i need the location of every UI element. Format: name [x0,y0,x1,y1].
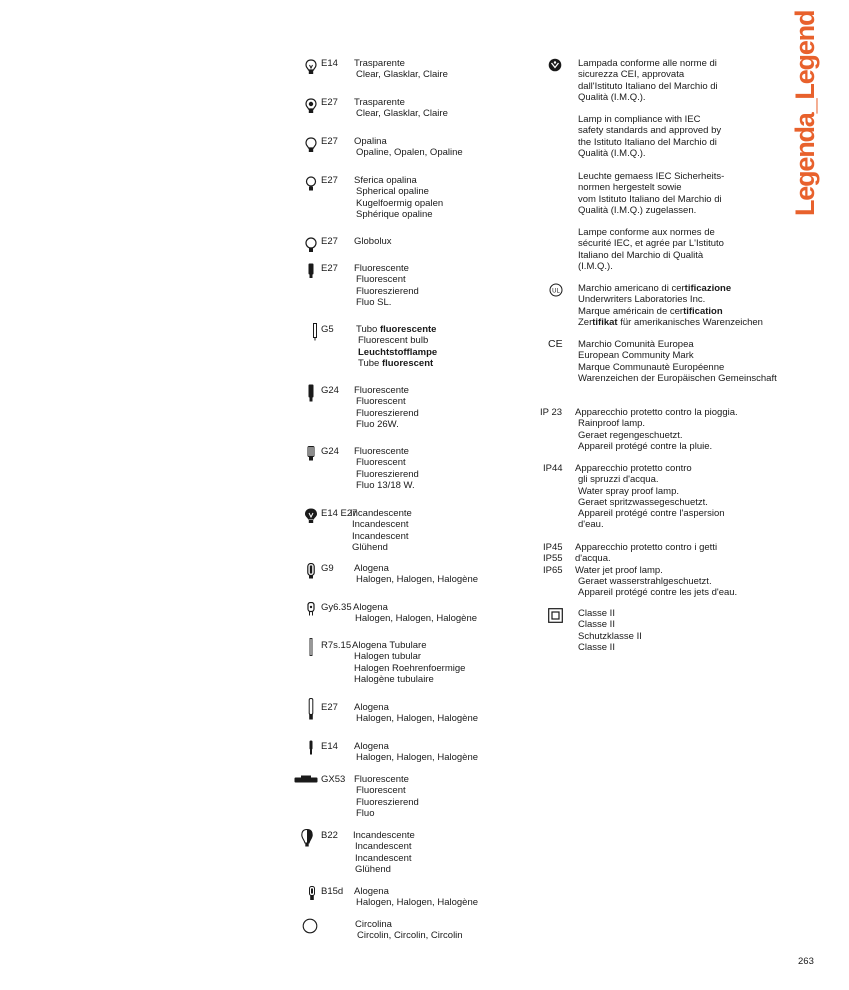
class-ii-line: Schutzklasse II [578,630,642,642]
class-ii-line: Classe II [578,608,615,619]
fluorescent-g24-13w-icon [307,446,315,465]
lamp-type-translation: Fluo [356,807,375,819]
lamp-type-label: Alogena [354,702,389,713]
imq-de-line: vom Istituto Italiano del Marchio di [578,193,722,205]
lamp-socket-code: E14 E27 [321,508,358,519]
lamp-socket-code: B22 [321,830,338,841]
lamp-type-translation: Incandescent [355,852,412,864]
ip44-line: Apparecchio protetto contro [575,463,692,474]
halogen-b15d-icon [308,886,316,904]
lamp-type-translation: Spherical opaline [356,186,429,198]
lamp-type-label: Alogena [354,563,389,574]
imq-de-line: Qualità (I.M.Q.) zugelassen. [578,204,697,216]
lamp-socket-code: Gy6.35 [321,602,352,613]
ce-line: Warenzeichen der Europäischen Gemeinschaft [578,372,777,384]
lamp-socket-code: E27 [321,136,338,147]
bulb-clear-small-icon [305,59,317,78]
ip-jets-line: Appareil protégé contre les jets d'eau. [578,587,738,599]
imq-en-line: the Istituto Italiano del Marchio di [578,136,717,148]
lamp-type-translation: Fluorescent [356,396,406,408]
lamp-socket-code: E14 [321,741,338,752]
ip44-line: Water spray proof lamp. [578,485,680,497]
lamp-type-translation: Glühend [352,541,388,553]
lamp-type-translation: Fluo 13/18 W. [356,479,415,491]
lamp-type-label: Opalina [354,136,387,147]
fluorescent-e27-icon [307,263,315,282]
lamp-type-translation: Halogène tubulaire [354,673,434,685]
halogen-g9-icon [307,563,315,582]
class-ii-line: Classe II [578,641,615,653]
lamp-socket-code: E27 [321,236,338,247]
lamp-type-label: Globolux [354,236,392,247]
lamp-type-label: Trasparente [354,58,405,69]
lamp-type-translation: Sphérique opaline [356,208,433,220]
imq-de-line: Leuchte gemaess IEC Sicherheits- [578,171,725,182]
lamp-type-label: Fluorescente [354,446,409,457]
fluorescent-g24-26w-icon [307,384,315,405]
lamp-type-label: Alogena [354,886,389,897]
lamp-type-translation: Opaline, Opalen, Opaline [356,147,463,159]
lamp-type-label: Trasparente [354,97,405,108]
lamp-type-translation: Halogen tubular [354,651,422,663]
lamp-type-translation: Fluoreszierend [356,796,419,808]
imq-fr-line: sécurité IEC, et agrée par L'Istituto [578,238,724,250]
lamp-type-label: Circolina [355,919,392,930]
lamp-type-label: Alogena [354,741,389,752]
ce-line: Marchio Comunità Europea [578,339,694,350]
imq-en-line: Qualità (I.M.Q.). [578,147,646,159]
legend-title-text: Legenda_Legend [790,10,820,216]
ce-mark: CE [548,338,563,350]
lamp-type-translation: Halogen, Halogen, Halogène [355,613,478,625]
lamp-type-translation: Halogen Roehrenfoermige [354,662,466,674]
lamp-type-label: Incandescente [350,508,412,519]
imq-en-line: Lamp in compliance with IEC [578,114,701,125]
lamp-socket-code: E27 [321,175,338,186]
legend-title [790,10,820,216]
circline-icon [302,918,318,937]
lamp-type-translation: Fluorescent [356,457,406,469]
fluorescent-gx53-icon [294,775,318,786]
imq-de-line: normen hergestelt sowie [578,182,682,194]
lamp-type-translation: Fluoreszierend [356,407,419,419]
ce-line: European Community Mark [578,350,694,362]
lamp-type-translation: Incandescent [355,841,412,853]
lamp-type-translation: Halogen, Halogen, Halogène [356,574,479,586]
lamp-socket-code: E27 [321,97,338,108]
ip44-line: gli spruzzi d'acqua. [578,474,659,486]
page-number: 263 [798,956,814,967]
halogen-gy635-icon [307,602,315,619]
lamp-type-translation: Clear, Glasklar, Claire [356,69,448,81]
ip-jets-line: Geraet wasserstrahlgeschuetzt. [578,575,712,587]
lamp-socket-code: G24 [321,385,339,396]
ip55-code: IP55 [543,553,563,565]
lamp-type-translation: Fluo 26W. [356,418,399,430]
lamp-type-translation: Circolin, Circolin, Circolin [357,930,463,942]
imq-fr-line: (I.M.Q.). [578,260,613,272]
ul-line: Marchio americano di certificazione [578,283,732,294]
lamp-type-label: Tubo fluorescente [356,324,437,335]
ip23-line: Geraet regengeschuetzt. [578,429,683,441]
bulb-sphere-icon [305,176,317,195]
halogen-e27-icon [308,698,314,723]
lamp-type-label: Sferica opalina [354,175,417,186]
lamp-socket-code: E27 [321,263,338,274]
lamp-type-translation: Clear, Glasklar, Claire [356,108,448,120]
lamp-type-translation: Glühend [355,863,391,875]
lamp-type-translation: Halogen, Halogen, Halogène [356,713,479,725]
lamp-type-translation: Incandescent [352,519,409,531]
imq-en-line: safety standards and approved by [578,125,722,137]
lamp-type-translation: Incandescent [352,530,409,542]
lamp-type-label: Fluorescente [354,774,409,785]
ip44-line: Appareil protégé contre l'aspersion [578,508,725,520]
svg-text:UL: UL [552,288,560,295]
lamp-type-label: Alogena [353,602,388,613]
lamp-socket-code: G9 [321,563,334,574]
lamp-type-translation: Fluo SL. [356,296,392,308]
class-ii-line: Classe II [578,619,615,631]
imq-it-line: dall'Istituto Italiano del Marchio di [578,80,718,92]
lamp-type-label: Alogena Tubulare [352,640,427,651]
lamp-type-label: Fluorescente [354,263,409,274]
lamp-type-translation: Leuchtstofflampe [358,346,438,358]
class-ii-icon [548,608,563,623]
lamp-type-translation: Tube fluorescent [358,357,434,369]
lamp-socket-code: E27 [321,702,338,713]
ip23-line: Apparecchio protetto contro la pioggia. [575,407,738,418]
lamp-socket-code: G5 [321,324,334,335]
lamp-type-label: Incandescente [353,830,415,841]
ip44-line: Geraet spritzwassegeschuetzt. [578,496,708,508]
ip23-line: Rainproof lamp. [578,418,646,430]
lamp-type-translation: Kugelfoermig opalen [356,197,444,209]
lamp-type-label: Fluorescente [354,385,409,396]
lamp-socket-code: GX53 [321,774,346,785]
incandescent-bulb-icon [304,508,318,527]
lamp-type-translation: Halogen, Halogen, Halogène [356,752,479,764]
lamp-type-translation: Fluorescent [356,785,406,797]
ul-line: Zertifikat für amerikanisches Warenzeichen [578,316,763,328]
halogen-tubular-icon [309,638,313,659]
ce-line: Marque Communautè Européenne [578,361,725,373]
lamp-type-translation: Fluoreszierend [356,285,419,297]
ip-jets-line: Apparecchio protetto contro i getti [575,542,718,553]
lamp-socket-code: E14 [321,58,338,69]
imq-it-line: sicurezza CEI, approvata [578,69,685,81]
imq-it-line: Qualità (I.M.Q.). [578,91,646,103]
bulb-opal-icon [305,137,317,156]
ip23-line: Appareil protégé contre la pluie. [578,440,713,452]
ip45-code: IP45 [543,542,563,553]
lamp-type-translation: Fluorescent [356,274,406,286]
lamp-type-translation: Fluoreszierend [356,468,419,480]
halogen-e14-icon [308,740,314,758]
incandescent-b22-icon [301,829,313,850]
imq-fr-line: Italiano del Marchio di Qualità [578,249,704,261]
lamp-socket-code: G24 [321,446,339,457]
lamp-type-translation: Fluorescent bulb [358,335,429,347]
lamp-type-translation: Halogen, Halogen, Halogène [356,897,479,909]
ul-line: Underwriters Laboratories Inc. [578,294,706,306]
imq-fr-line: Lampe conforme aux normes de [578,227,715,238]
ip-jets-line: Water jet proof lamp. [575,564,663,576]
ul-line: Marque américain de certification [578,305,723,317]
bulb-globe-icon [305,237,317,256]
lamp-socket-code: B15d [321,886,344,897]
ip23-code: IP 23 [540,407,563,418]
ul-mark-icon [549,283,563,297]
ip44-code: IP44 [543,463,563,474]
ip65-code: IP65 [543,564,563,576]
lamp-socket-code: R7s.15 [321,640,352,651]
fluorescent-tube-icon [312,323,318,344]
ip-jets-line: d'acqua. [575,553,611,565]
ip44-line: d'eau. [578,519,604,531]
imq-mark-icon [548,58,562,72]
imq-it-line: Lampada conforme alle norme di [578,58,717,69]
bulb-clear-icon [305,98,317,117]
